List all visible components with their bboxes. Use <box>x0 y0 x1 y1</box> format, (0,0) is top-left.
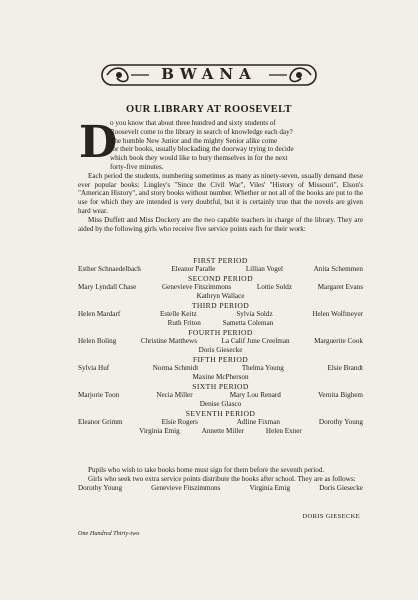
names-row <box>78 292 363 301</box>
intro-line: Roosevelt come to the library in search of knowledge each day? <box>110 127 293 136</box>
names-row <box>78 319 363 328</box>
names-row <box>78 400 363 409</box>
distributor-name: Dorothy Young <box>78 483 123 492</box>
student-name: Necia Miller <box>156 391 193 399</box>
student-name: Norma Schmidt <box>152 364 199 372</box>
student-name: Denise Glasco <box>199 400 242 408</box>
student-name: Kathryn Wallace <box>196 292 245 300</box>
intro-line: o you know that about three hundred and sixty students of <box>110 119 276 127</box>
student-name: Helen Boling <box>78 337 117 345</box>
student-name: Christine Matthews <box>140 337 197 345</box>
drop-cap <box>78 117 118 168</box>
student-name: Eleanor Grimm <box>78 418 123 426</box>
student-name: Sametta Coleman <box>222 319 274 327</box>
student-name: Helen Exner <box>265 427 302 435</box>
student-name: Dorothy Young <box>318 418 363 426</box>
student-name: Margaret Evans <box>317 283 363 291</box>
period-title: FIFTH PERIOD <box>192 355 249 364</box>
paragraph-popular-books: Each period the students, numbering sometimes as many as ninety-seven, usually demand these ever popular books: Lingley's "Since the Civil War", Viles' "History of Missouri", Elson's "American History", and story books without number. Whether or not all of the books are put to the use for which they are intended is very doubtful, but it is certainly true that the novels are given hard wear. <box>78 171 363 215</box>
distributor-name: Virginia Emig <box>249 483 291 492</box>
period-title: FIRST PERIOD <box>193 256 248 265</box>
names-row <box>78 391 363 400</box>
student-name: Ruth Friton <box>167 319 201 327</box>
student-name: Sylvia Huf <box>78 364 110 372</box>
distributor-name: Genevieve Fitszimmons <box>151 483 221 492</box>
bwana-banner <box>101 62 317 88</box>
names-row <box>78 418 363 427</box>
names-row <box>78 364 363 373</box>
names-row <box>78 337 363 346</box>
paragraph-distributors: Girls who seek two extra service points distribute the books after school. They are as follows: <box>88 474 356 483</box>
student-name: Mary Lyndall Chase <box>78 283 137 291</box>
student-name: Maxine McPherson <box>192 373 249 381</box>
intro-line: The humble New Junior and the mighty Senior alike come <box>110 136 278 145</box>
period-list <box>78 256 363 436</box>
student-name: Adline Fixman <box>236 418 280 426</box>
student-name: Sylvia Soldz <box>236 310 273 318</box>
paragraph-librarians: Miss Duffett and Miss Dockery are the two capable teachers in charge of the library. They are aided by the following girls who receive five service points each for their work: <box>78 215 363 233</box>
distributor-names <box>78 484 363 493</box>
author-signature: DORIS GIESECKE <box>302 513 360 520</box>
student-name: Estelle Keitz <box>159 310 197 318</box>
student-name: Thelma Young <box>241 364 284 372</box>
names-row <box>78 427 363 436</box>
student-name: Esther Schnaedelbach <box>78 265 141 273</box>
article-heading: OUR LIBRARY AT ROOSEVELT <box>126 104 292 115</box>
names-row <box>78 283 363 292</box>
student-name: Vernita Bighem <box>317 391 363 399</box>
paragraph-sign-out: Pupils who wish to take books home must sign for them before the seventh period. <box>88 466 325 474</box>
period-title: SECOND PERIOD <box>188 274 253 283</box>
student-name: Elsie Brandt <box>327 364 363 372</box>
student-name: Helen Mardarf <box>78 310 121 318</box>
student-name: Lillian Vogel <box>245 265 284 273</box>
student-name: Marjorie Toon <box>78 391 120 399</box>
names-row <box>78 265 363 274</box>
intro-line: for their books, usually blockading the doorway trying to decide <box>110 145 294 154</box>
banner-title: BWANA <box>161 65 257 83</box>
period-title: THIRD PERIOD <box>191 301 250 310</box>
student-name: Genevieve Fitszimmons <box>162 283 232 291</box>
student-name: La Calif June Creelman <box>221 337 290 345</box>
names-row <box>78 346 363 355</box>
period-title: SEVENTH PERIOD <box>185 409 256 418</box>
names-row <box>78 310 363 319</box>
student-name: Lottie Soldz <box>256 283 293 291</box>
student-name: Marguerite Cook <box>314 337 363 345</box>
student-name: Annette Miller <box>201 427 244 435</box>
student-name: Mary Lou Renard <box>229 391 281 399</box>
student-name: Anita Schemmen <box>313 265 363 273</box>
intro-line: which book they would like to bury themselves in for the next <box>110 154 288 163</box>
period-title: SIXTH PERIOD <box>192 382 249 391</box>
period-title: FOURTH PERIOD <box>188 328 253 337</box>
article-intro <box>78 119 363 233</box>
student-name: Eleanor Paralle <box>171 265 216 273</box>
student-name: Elsie Rogers <box>161 418 198 426</box>
page-number: One Hundred Thirty-two <box>78 530 140 537</box>
closing-section <box>78 466 363 493</box>
intro-line: forty-five minutes. <box>110 162 164 171</box>
names-row <box>78 373 363 382</box>
student-name: Helen Wolfmeyer <box>312 310 363 318</box>
drop-cap-letter: D <box>79 117 118 168</box>
student-name: Doris Giesecke <box>198 346 243 354</box>
distributor-name: Doris Giesecke <box>319 483 363 492</box>
student-name: Virginia Emig <box>139 427 180 435</box>
